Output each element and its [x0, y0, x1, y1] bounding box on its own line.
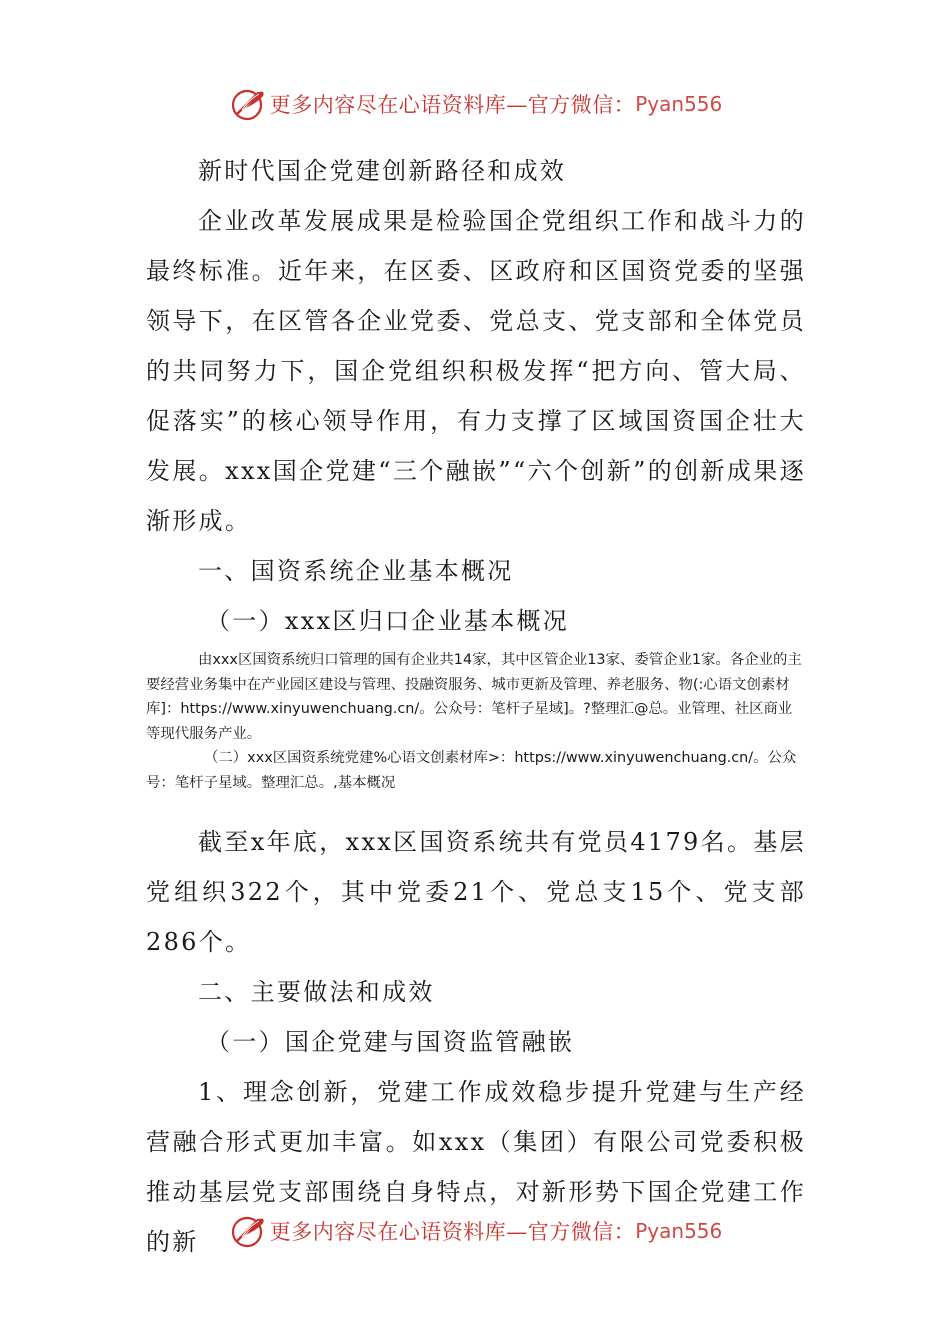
banner-text: 更多内容尽在心语资料库—官方微信： — [269, 1220, 636, 1244]
section2-subheading-1: （一）国企党建与国资监管融嵌 — [206, 1028, 575, 1056]
banner-wechat-handle: Pyan556 — [635, 92, 723, 116]
document-body — [146, 146, 806, 1267]
section2-item1-paragraph: 1、理念创新，党建工作成效稳步提升党建与生产经营融合形式更加丰富。如xxx（集团）有限公司党委积极推动基层党支部围绕自身特点，对新形势下国企党建工作的新 — [146, 1078, 806, 1256]
banner-wechat-handle: Pyan556 — [635, 1219, 723, 1243]
small-text-block — [146, 648, 806, 795]
section1-stats-paragraph: 截至x年底，xxx区国资系统共有党员4179名。基层党组织322个，其中党委21个、党总支15个、党支部286个。 — [146, 828, 806, 956]
header-watermark-banner — [0, 84, 950, 124]
section2-heading: 二、主要做法和成效 — [198, 978, 435, 1006]
section1-subheading-1: （一）xxx区归口企业基本概况 — [206, 607, 570, 635]
quill-logo-icon — [228, 1211, 268, 1251]
intro-paragraph: 企业改革发展成果是检验国企党组织工作和战斗力的最终标准。近年来，在区委、区政府和区国资党委的坚强领导下，在区管各企业党委、党总支、党支部和全体党员的共同努力下，国企党组织积极发挥“把方向、管大局、促落实”的核心领导作用，有力支撑了区域国资国企壮大发展。xxx国企党建“三个融嵌”“六个创新”的创新成果逐渐形成。 — [146, 207, 806, 535]
quill-logo-icon — [228, 84, 268, 124]
footer-watermark-banner — [0, 1211, 950, 1251]
section1-sub2-body: （二）xxx区国资系统党建%心语文创素材库>：https://www.xinyuwenchuang.cn/。公众号：笔杆子星域。整理汇总。,基本概况 — [146, 750, 797, 791]
banner-text: 更多内容尽在心语资料库—官方微信： — [269, 93, 636, 117]
section1-sub1-body: 由xxx区国资系统归口管理的国有企业共14家，其中区管企业13家、委管企业1家。各企业的主要经营业务集中在产业园区建设与管理、投融资服务、城市更新及管理、养老服务、物(:心语文创素材库]：https://www.xinyuwenchuang.cn/。公众号：笔杆子星域]。?整理汇@总。业管理、社区商业等现代服务产业。 — [146, 652, 802, 742]
document-title: 新时代国企党建创新路径和成效 — [198, 157, 567, 185]
section1-heading: 一、国资系统企业基本概况 — [198, 557, 514, 585]
